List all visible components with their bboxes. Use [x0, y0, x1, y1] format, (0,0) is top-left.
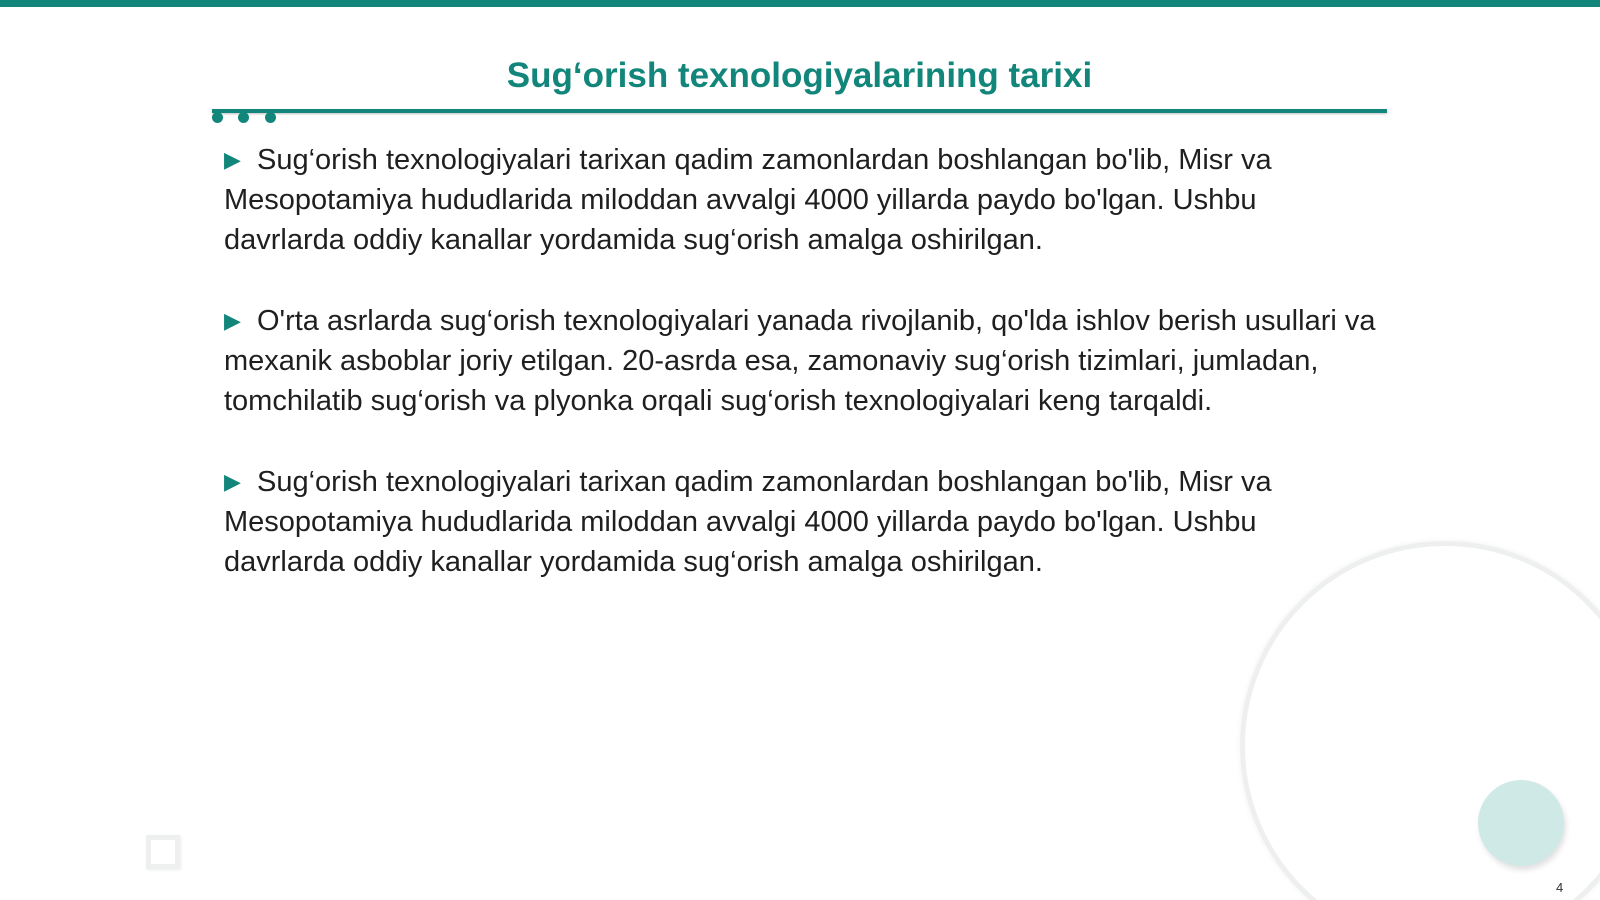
dot-icon [238, 112, 249, 123]
dot-icon [265, 112, 276, 123]
bullet-item-3 [224, 462, 1384, 582]
dot-icon [212, 112, 223, 123]
bullet-item-2 [224, 301, 1384, 421]
title-underline [212, 109, 1387, 113]
triangle-bullet-icon: ▶ [224, 469, 241, 494]
bullet-text: Sug‘orish texnologiyalari tarixan qadim zamonlardan boshlangan bo'lib, Misr va Mesopotamiya hududlarida miloddan avvalgi 4000 yillarda paydo bo'lgan. Ushbu davrlarda oddiy kanallar yordamida sug‘orish amalga oshirilgan. [224, 144, 1272, 256]
bullet-text: Sug‘orish texnologiyalari tarixan qadim zamonlardan boshlangan bo'lib, Misr va Mesopotamiya hududlarida miloddan avvalgi 4000 yillarda paydo bo'lgan. Ushbu davrlarda oddiy kanallar yordamida sug‘orish amalga oshirilgan. [224, 466, 1272, 578]
bullet-text: O'rta asrlarda sug‘orish texnologiyalari yanada rivojlanib, qo'lda ishlov berish usullari va mexanik asboblar joriy etilgan. 20-asrda esa, zamonaviy sug‘orish tizimlari, jumladan, tomchilatib sug‘orish va plyonka orqali sug‘orish texnologiyalari keng tarqaldi. [224, 305, 1376, 417]
triangle-bullet-icon: ▶ [224, 308, 241, 333]
decorative-square [146, 835, 180, 869]
page-number: 4 [1556, 880, 1564, 895]
top-accent-bar [0, 0, 1600, 7]
bullet-item-1 [224, 140, 1384, 260]
bullet-list [224, 140, 1384, 623]
underline-dots [212, 112, 282, 126]
decorative-disc [1478, 780, 1564, 866]
triangle-bullet-icon: ▶ [224, 147, 241, 172]
slide-title: Sug‘orish texnologiyalarining tarixi [506, 56, 1093, 95]
